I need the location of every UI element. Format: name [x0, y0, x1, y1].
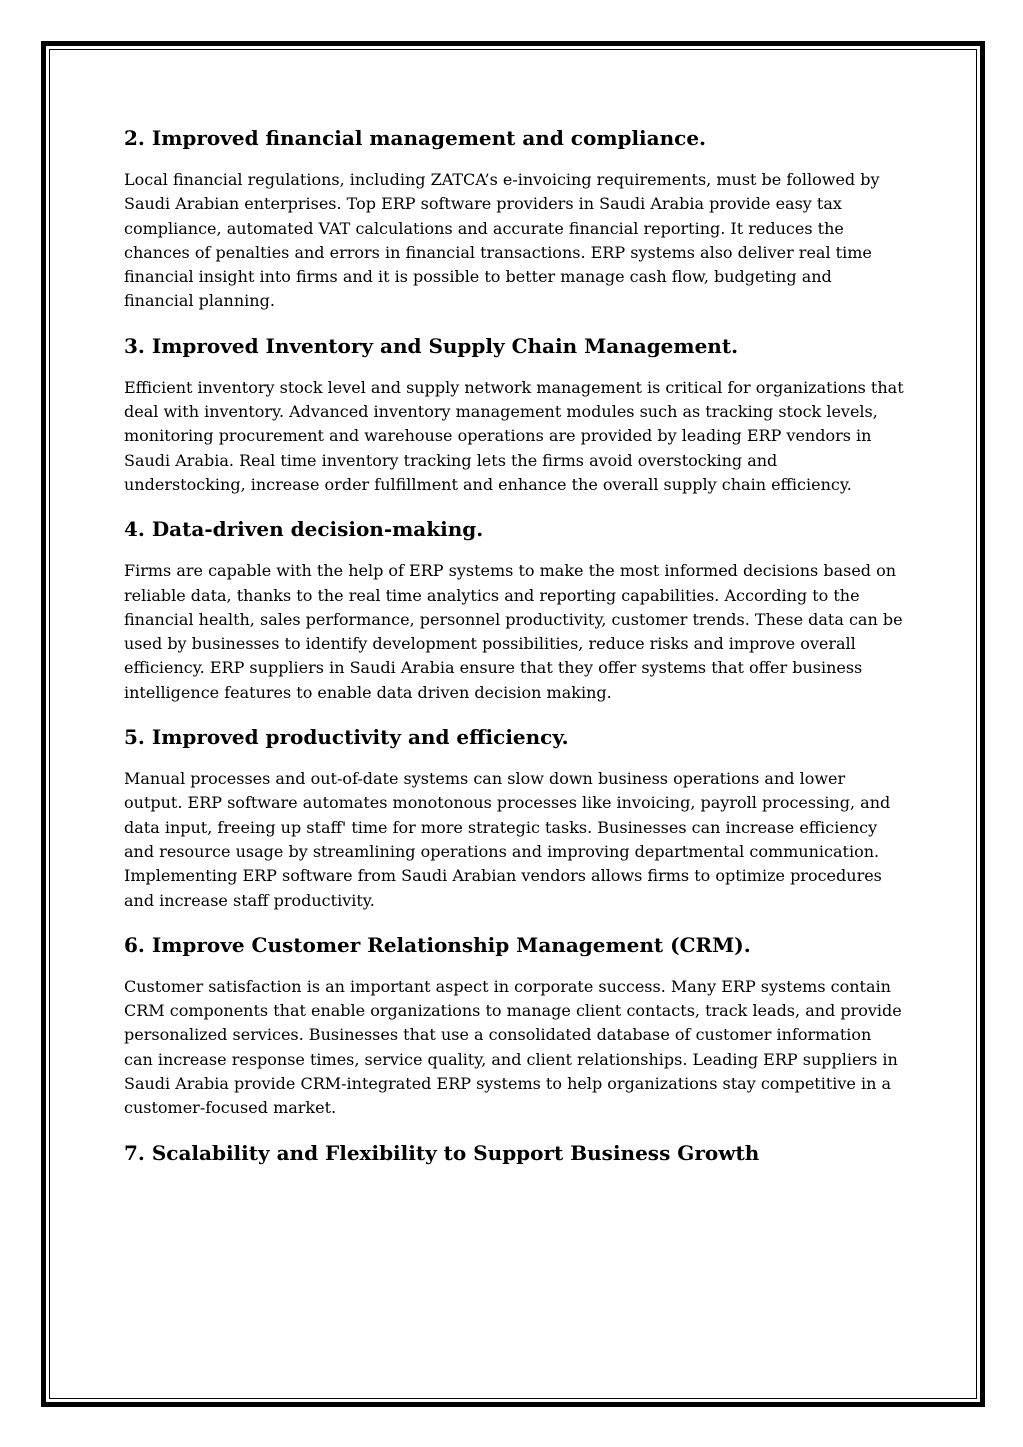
section-body-crm: Customer satisfaction is an important aspect in corporate success. Many ERP systems contain CRM components that enable organizations to manage client contacts, track leads, and provide personalized services. Businesses that use a consolidated database of customer information can increase response times, service quality, and client relationships. Leading ERP suppliers in Saudi Arabia provide CRM-integrated ERP systems to help organizations stay competitive in a customer-focused market. [124, 976, 902, 1118]
section-heading-scalability-flexibility: 7. Scalability and Flexibility to Support Business Growth [124, 1140, 760, 1165]
section-body-inventory-supply-chain: Efficient inventory stock level and supply network management is critical for organizations that deal with inventory. Advanced inventory management modules such as tracking stock levels, monitoring procurement and warehouse operations are provided by leading ERP vendors in Saudi Arabia. Real time inventory tracking lets the firms avoid overstocking and understocking, increase order fulfillment and enhance the overall supply chain efficiency. [124, 377, 904, 494]
section-body-productivity-efficiency: Manual processes and out-of-date systems can slow down business operations and lower output. ERP software automates monotonous processes like invoicing, payroll processing, and data input, freeing up staff' time for more strategic tasks. Businesses can increase efficiency and resource usage by streamlining operations and improving departmental communication. Implementing ERP software from Saudi Arabian vendors allows firms to optimize procedures and increase staff productivity. [124, 769, 891, 910]
section-body-data-driven-decisions: Firms are capable with the help of ERP systems to make the most informed decisions based on reliable data, thanks to the real time analytics and reporting capabilities. According to the financial health, sales performance, personnel productivity, customer trends. These data can be used by businesses to identify development possibilities, reduce risks and improve overall efficiency. ERP suppliers in Saudi Arabia ensure that they offer systems that offer business intelligence features to enable data driven decision making. [124, 561, 903, 702]
section-heading-productivity-efficiency: 5. Improved productivity and efficiency. [124, 725, 569, 750]
section-heading-data-driven-decisions: 4. Data-driven decision-making. [124, 517, 484, 542]
section-body-financial-management: Local financial regulations, including ZATCA’s e-invoicing requirements, must be followed by Saudi Arabian enterprises. Top ERP software providers in Saudi Arabia provide easy tax compliance, automated VAT calculations and accurate financial reporting. It reduces the chances of penalties and errors in financial transactions. ERP systems also deliver real time financial insight into firms and it is possible to better manage cash flow, budgeting and financial planning. [124, 170, 880, 311]
section-heading-inventory-supply-chain: 3. Improved Inventory and Supply Chain Management. [124, 333, 739, 358]
section-heading-financial-management: 2. Improved financial management and compliance. [124, 126, 707, 150]
document-content [124, 120, 904, 1183]
section-heading-crm: 6. Improve Customer Relationship Management (CRM). [124, 932, 751, 957]
